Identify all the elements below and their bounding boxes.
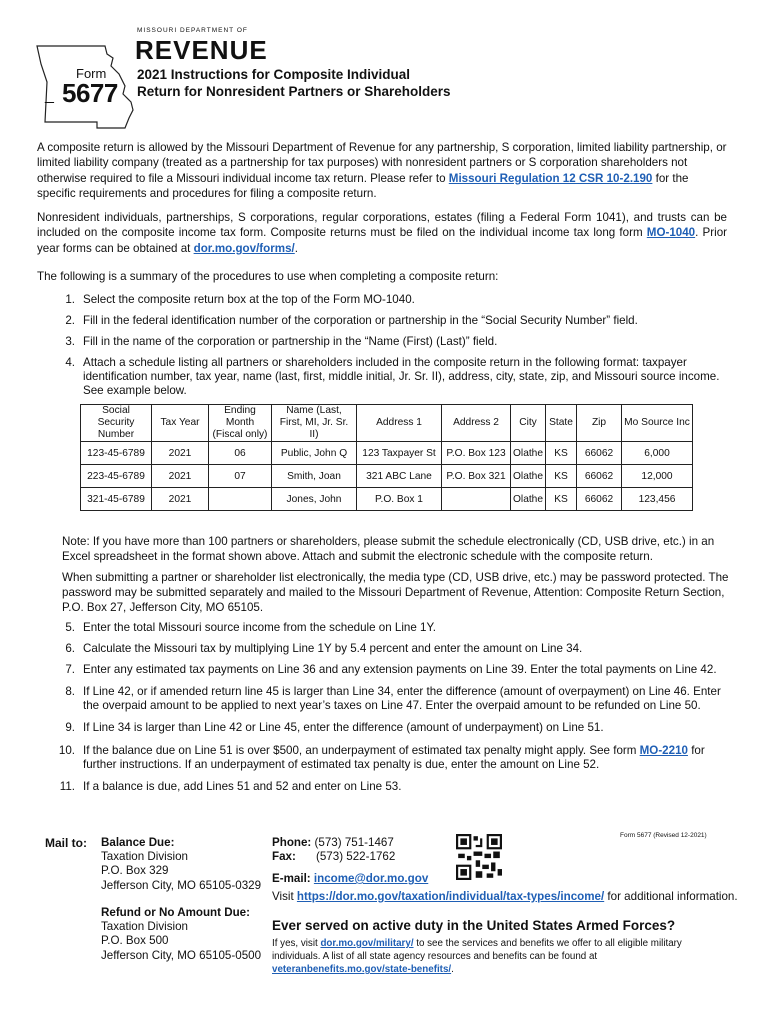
address-line: Taxation Division: [101, 920, 188, 934]
note-electronic-schedule: Note: If you have more than 100 partners or shareholders, please submit the schedule electronically (CD, USB drive, etc.) in an Excel spreadsheet in the format shown above. Attach and submit the electronic schedule with the composite return.: [62, 535, 715, 563]
table-cell: 12,000: [622, 465, 693, 488]
mo-1040-link[interactable]: MO-1040: [646, 226, 696, 240]
phone-label: Phone:: [272, 836, 312, 849]
step-number: 8.: [65, 685, 75, 698]
form-label: Form: [76, 66, 107, 81]
fax-line: [272, 850, 395, 864]
table-cell: Olathe: [511, 465, 546, 488]
step-number: 6.: [65, 642, 75, 655]
table-cell: Smith, Joan: [272, 465, 357, 488]
step-text: Enter any estimated tax payments on Line 36 and any extension payments on Line 39. Enter the total payments on Line 42.: [83, 663, 717, 676]
column-header: State: [546, 405, 577, 442]
table-cell: 2021: [152, 488, 209, 511]
step-text-end: for further instructions. If an underpayment of estimated tax penalty is due, enter the amount on Line 52.: [83, 744, 705, 771]
table-cell: Olathe: [511, 442, 546, 465]
table-cell: Olathe: [511, 488, 546, 511]
military-paragraph: [272, 937, 692, 976]
intro-p2-mid: . Prior year forms can be obtained at: [37, 226, 728, 255]
fax-number: (573) 522-1762: [316, 850, 396, 863]
example-schedule-table: [80, 404, 693, 511]
regulation-link[interactable]: Missouri Regulation 12 CSR 10-2.190: [448, 171, 653, 185]
intro-p1-text: A composite return is allowed by the Missouri Department of Revenue for any partnership, S corporation, limited liability partnership, or limited liability company (treated as a partnership for tax purposes) with nonresident partners or S corporation shareholders not otherwise required to file a Missouri individual income tax return. Please refer to: [37, 141, 727, 185]
military-text: If yes, visit: [272, 938, 321, 949]
military-text-mid: to see the services and benefits we offer to all eligible military individuals. A list of all state agency resources and benefits can be found at: [272, 938, 682, 962]
visit-line: [272, 890, 742, 904]
step-text: [83, 744, 723, 772]
column-header: Address 1: [357, 405, 442, 442]
step-number: 3.: [65, 335, 75, 348]
step-number: 2.: [65, 314, 75, 327]
email-line: [272, 872, 428, 886]
mail-to-label: Mail to:: [45, 836, 87, 850]
column-header: Social Security Number: [81, 405, 152, 442]
table-cell: 321 ABC Lane: [357, 465, 442, 488]
address-line: Jefferson City, MO 65105-0329: [101, 878, 262, 892]
step-number: 10.: [58, 744, 75, 757]
step-number: 11.: [59, 780, 75, 793]
intro-p2-text: Nonresident individuals, partnerships, S corporations, regular corporations, estates (filing a Federal Form 1041), and trusts can be included on the composite income tax form. Composite returns must be filed on the individual income tax long form: [37, 211, 727, 240]
agency-small-text: MISSOURI DEPARTMENT OF: [137, 27, 248, 34]
table-cell: P.O. Box 123: [442, 442, 511, 465]
column-header: Name (Last, First, MI, Jr. Sr. II): [272, 405, 357, 442]
table-row: [81, 488, 693, 511]
step-number: 1.: [65, 293, 75, 306]
email-label: E-mail:: [272, 872, 311, 885]
table-header-row: [81, 405, 693, 442]
table-cell: Public, John Q: [272, 442, 357, 465]
qr-code-icon[interactable]: [456, 834, 502, 880]
table-cell: 2021: [152, 442, 209, 465]
table-cell: [209, 488, 272, 511]
table-cell: KS: [546, 465, 577, 488]
step-text: Calculate the Missouri tax by multiplying Line 1Y by 5.4 percent and enter the amount on Line 34.: [83, 642, 583, 655]
table-cell: 321-45-6789: [81, 488, 152, 511]
column-header: Mo Source Inc: [622, 405, 693, 442]
step-text: Enter the total Missouri source income from the schedule on Line 1Y.: [83, 621, 436, 634]
veteran-benefits-link[interactable]: veteranbenefits.mo.gov/state-benefits/: [272, 964, 452, 975]
table-cell: 123,456: [622, 488, 693, 511]
column-header: Address 2: [442, 405, 511, 442]
intro-p1-end: for the specific requirements and procedures for filing a composite return.: [37, 171, 689, 201]
table-cell: [442, 488, 511, 511]
step-number: 9.: [65, 721, 75, 734]
step-text: If a balance is due, add Lines 51 and 52 and enter on Line 53.: [83, 780, 402, 793]
phone-number: (573) 751-1467: [314, 836, 394, 849]
revision-note: Form 5677 (Revised 12-2021): [620, 832, 707, 839]
military-text-end: .: [451, 964, 454, 975]
intro-paragraph-2: [37, 210, 727, 256]
table-cell: 123-45-6789: [81, 442, 152, 465]
title-line-1: 2021 Instructions for Composite Individual: [137, 67, 411, 82]
balance-due-title: Balance Due:: [101, 836, 175, 849]
income-tax-link[interactable]: https://dor.mo.gov/taxation/individual/tax-types/income/: [296, 890, 605, 903]
military-link[interactable]: dor.mo.gov/military/: [320, 938, 414, 949]
fax-label: Fax:: [272, 850, 296, 863]
email-link[interactable]: income@dor.mo.gov: [313, 872, 429, 885]
address-line: Taxation Division: [101, 850, 188, 864]
table-row: [81, 442, 693, 465]
step-number: 7.: [65, 663, 75, 676]
table-cell: P.O. Box 321: [442, 465, 511, 488]
form-dash: _: [45, 87, 54, 104]
table-cell: KS: [546, 442, 577, 465]
page-title: [137, 66, 451, 100]
active-duty-heading: Ever served on active duty in the United States Armed Forces?: [272, 918, 676, 933]
column-header: Zip: [577, 405, 622, 442]
step-text: Select the composite return box at the top of the Form MO-1040.: [83, 293, 415, 306]
address-line: P.O. Box 500: [101, 934, 169, 948]
column-header: Tax Year: [152, 405, 209, 442]
table-cell: 66062: [577, 465, 622, 488]
refund-address: [101, 906, 261, 963]
intro-p2-end: .: [294, 241, 298, 255]
table-cell: 223-45-6789: [81, 465, 152, 488]
table-cell: 66062: [577, 442, 622, 465]
table-cell: 66062: [577, 488, 622, 511]
table-cell: 123 Taxpayer St: [357, 442, 442, 465]
note-password: When submitting a partner or shareholder list electronically, the media type (CD, USB drive, etc.) may be password protected. The password may be submitted separately and mailed to the Missouri Department of Revenue, Attention: Composite Return Section, P.O. Box 27, Jefferson City, MO 65105.: [62, 571, 729, 614]
table-cell: KS: [546, 488, 577, 511]
form-number: 5677: [62, 78, 118, 108]
title-line-2: Return for Nonresident Partners or Shareholders: [137, 84, 451, 99]
table-cell: 07: [209, 465, 272, 488]
refund-title: Refund or No Amount Due:: [101, 906, 250, 919]
table-cell: P.O. Box 1: [357, 488, 442, 511]
visit-text-end: for additional information.: [604, 890, 738, 903]
column-header: City: [511, 405, 546, 442]
agency-logo-text: REVENUE: [135, 35, 268, 65]
phone-line: [272, 836, 394, 850]
intro-paragraph-3: The following is a summary of the procedures to use when completing a composite return:: [37, 270, 499, 283]
address-line: P.O. Box 329: [101, 864, 169, 878]
forms-link[interactable]: dor.mo.gov/forms/: [193, 241, 295, 255]
step-text: Attach a schedule listing all partners or shareholders included in the composite return in the following format: taxpayer identification number, tax year, name (last, first, middle initial, Jr. Sr. II), address, city, state, zip, and Missouri source income. See example below.: [83, 356, 720, 397]
address-line: Jefferson City, MO 65105-0500: [101, 948, 262, 962]
step-text: Fill in the name of the corporation or partnership in the “Name (First) (Last)” field.: [83, 335, 498, 348]
table-cell: Jones, John: [272, 488, 357, 511]
balance-due-address: [101, 836, 261, 893]
table-cell: 06: [209, 442, 272, 465]
table-row: [81, 465, 693, 488]
step-text-start: If the balance due on Line 51 is over $500, an underpayment of estimated tax penalty might apply. See form: [83, 744, 640, 757]
step-text: If Line 34 is larger than Line 42 or Line 45, enter the difference (amount of underpayment) on Line 51.: [83, 721, 604, 734]
step-text: If Line 42, or if amended return line 45 is larger than Line 34, enter the difference (amount of overpayment) on Line 46. Enter the overpaid amount to be applied to next year’s taxes on Line 47. Enter the overpaid amount to be refunded on Line 50.: [83, 685, 721, 712]
step-number: 5.: [65, 621, 75, 634]
column-header: Ending Month (Fiscal only): [209, 405, 272, 442]
mo-2210-link[interactable]: MO-2210: [639, 744, 688, 757]
visit-text: Visit: [272, 890, 297, 903]
step-text: Fill in the federal identification number of the corporation or partnership in the “Social Security Number” field.: [83, 314, 638, 327]
table-cell: 6,000: [622, 442, 693, 465]
table-cell: 2021: [152, 465, 209, 488]
step-number: 4.: [65, 356, 75, 369]
intro-paragraph-1: [37, 140, 727, 202]
